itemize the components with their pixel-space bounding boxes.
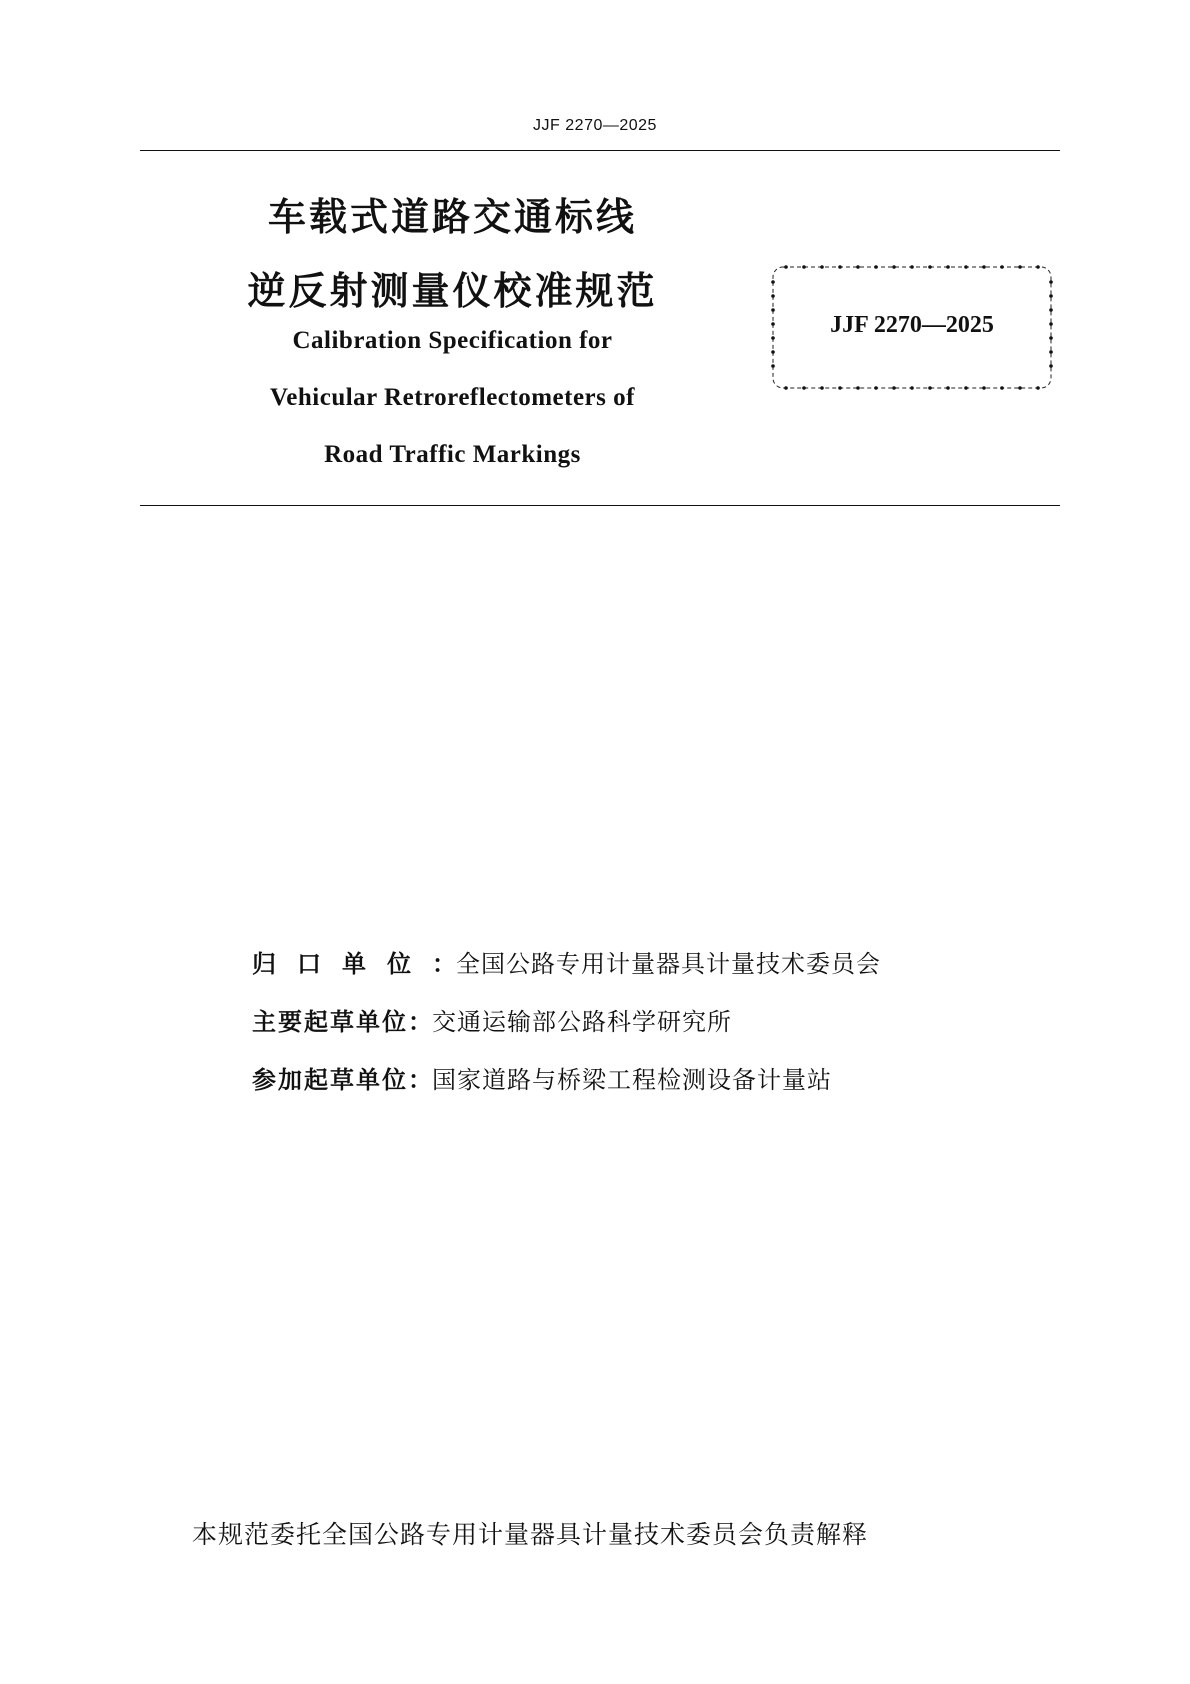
border-dot: [1000, 386, 1004, 390]
border-dot: [1049, 364, 1053, 368]
title-english-line-3: Road Traffic Markings: [324, 441, 581, 468]
org-row-main-drafter: [252, 1002, 732, 1042]
border-dot: [874, 265, 878, 269]
border-dot: [892, 386, 896, 390]
org-value-participating-drafter: 国家道路与桥梁工程检测设备计量站: [432, 1066, 832, 1094]
border-dot: [964, 386, 968, 390]
interpretation-note: 本规范委托全国公路专用计量器具计量技术委员会负责解释: [192, 1520, 869, 1549]
border-dot: [771, 280, 775, 284]
org-colon: ：: [408, 1066, 432, 1094]
title-english-line-2: Vehicular Retroreflectometers of: [270, 384, 635, 411]
org-row-responsible: [252, 944, 881, 984]
org-label-main-drafter: 主要起草单位: [252, 1008, 408, 1036]
border-dot: [964, 265, 968, 269]
border-dot: [874, 386, 878, 390]
border-dot: [771, 350, 775, 354]
org-colon: ：: [432, 950, 456, 978]
title-chinese-line-2: 逆反射测量仪校准规范: [247, 269, 658, 313]
border-dot: [838, 386, 842, 390]
border-dot: [910, 265, 914, 269]
org-value-responsible: 全国公路专用计量器具计量技术委员会: [456, 950, 881, 978]
border-dot: [1018, 265, 1022, 269]
title-chinese-line-1: 车载式道路交通标线: [267, 195, 637, 239]
border-dot: [910, 386, 914, 390]
standard-code-box: [770, 264, 1054, 391]
border-dot: [856, 386, 860, 390]
top-rule: [140, 150, 1060, 151]
border-dot: [820, 265, 824, 269]
border-dot: [838, 265, 842, 269]
org-value-main-drafter: 交通运输部公路科学研究所: [432, 1008, 732, 1036]
border-dot: [982, 265, 986, 269]
border-dot: [946, 386, 950, 390]
border-dot: [1036, 265, 1040, 269]
border-dot: [771, 294, 775, 298]
border-dot: [1049, 294, 1053, 298]
org-label-participating-drafter: 参加起草单位: [252, 1066, 408, 1094]
border-dot: [1018, 386, 1022, 390]
border-dot: [982, 386, 986, 390]
border-dot: [1049, 350, 1053, 354]
running-header-code: JJF 2270—2025: [533, 117, 657, 134]
org-row-participating-drafter: [252, 1060, 832, 1100]
border-dot: [928, 386, 932, 390]
border-dot: [856, 265, 860, 269]
title-english-line-1: Calibration Specification for: [292, 327, 613, 354]
border-dot: [1049, 280, 1053, 284]
border-dot: [784, 386, 788, 390]
bottom-rule: [140, 505, 1060, 506]
border-dot: [784, 265, 788, 269]
org-colon: ：: [408, 1008, 432, 1036]
org-label-responsible: 归口单位: [252, 950, 432, 978]
border-dot: [1036, 386, 1040, 390]
border-dot: [771, 364, 775, 368]
border-dot: [802, 386, 806, 390]
border-dot: [802, 265, 806, 269]
border-dot: [946, 265, 950, 269]
border-dot: [820, 386, 824, 390]
border-dot: [1000, 265, 1004, 269]
standard-code-text: JJF 2270—2025: [830, 312, 994, 338]
border-dot: [928, 265, 932, 269]
border-dot: [892, 265, 896, 269]
